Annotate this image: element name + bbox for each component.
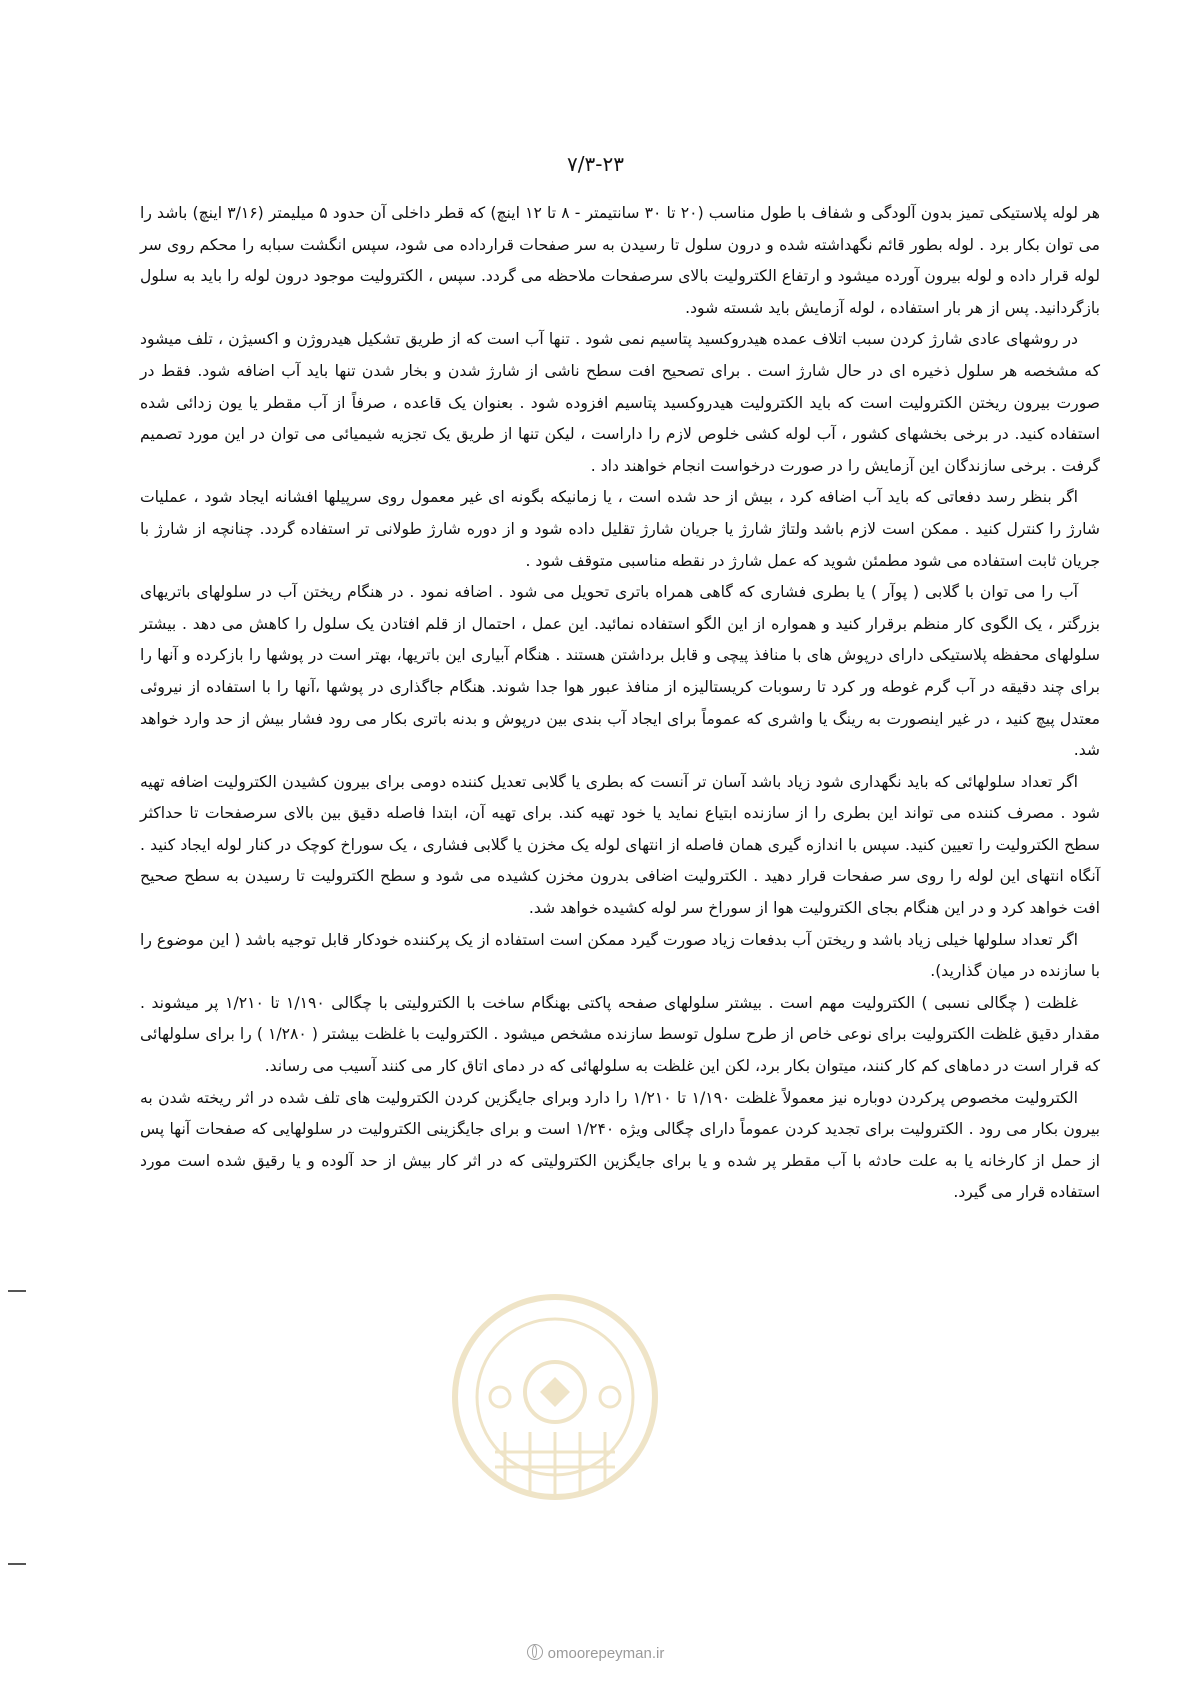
paragraph: غلظت ( چگالی نسبی ) الکترولیت مهم است . بیشتر سلولهای صفحه پاکتی بهنگام ساخت با الکترولیتی با چگالی ۱/۱۹۰ تا ۱/۲۱۰ پر میشوند . مقدار دقیق غلظت الکترولیت برای نوعی خاص از طرح سلول توسط سازنده مشخص میشود . الکترولیت با غلظت بیشتر ( ۱/۲۸۰ ) را برای سلولهائی که قرار است در دماهای کم کار کنند، میتوان بکار برد، لکن این غلظت به سلولهائی که در دمای اتاق کار می کنند آسیب می رساند.: [140, 993, 1100, 1076]
paragraph: الکترولیت مخصوص پرکردن دوباره نیز معمولاً غلظت ۱/۱۹۰ تا ۱/۲۱۰ را دارد وبرای جایگزین کردن الکترولیت های تلف شده در اثر ریخته شدن به بیرون بکار می رود . الکترولیت برای تجدید کردن عموماً دارای چگالی ویژه ۱/۲۴۰ است و برای جایگزینی الکترولیت در سلولهایی که صفحات آنها پس از حمل از کارخانه یا به علت حادثه با آب مقطر پر شده و یا برای جایگزین الکترولیتی که در اثر کار بیش از حد آلوده و یا رقیق شده است مورد استفاده قرار می گیرد.: [140, 1088, 1100, 1202]
paragraph: اگر تعداد سلولهائی که باید نگهداری شود زیاد باشد آسان تر آنست که بطری یا گلابی تعدیل کننده دومی برای بیرون کشیدن الکترولیت اضافه تهیه شود . مصرف کننده می تواند این بطری را از سازنده ابتیاع نماید یا خود تهیه کند. برای تهیه آن، ابتدا فاصله دقیق بین بالای سرصفحات تا حداکثر سطح الکترولیت را تعیین کنید. سپس با اندازه گیری همان فاصله از انتهای لوله یک مخزن یا گلابی فشاری ، یک سوراخ کوچک در کنار لوله ایجاد کنید . آنگاه انتهای این لوله را روی سر صفحات قرار دهید . الکترولیت اضافی بدرون مخزن کشیده می شود و سطح الکترولیت تا رسیدن به سطح صحیح افت خواهد کرد و در این هنگام بجای الکترولیت هوا از سوراخ سر لوله کشیده خواهد شد.: [140, 772, 1100, 918]
document-body: [140, 198, 1100, 1209]
margin-mark-top: [8, 1290, 26, 1292]
margin-mark-bottom: [8, 1563, 26, 1565]
paragraph: در روشهای عادی شارژ کردن سبب اتلاف عمده هیدروکسید پتاسیم نمی شود . تنها آب است که از طریق تشکیل هیدروژن و اکسیژن ، تلف میشود که مشخصه هر سلول ذخیره ای در حال شارژ است . برای تصحیح افت سطح ناشی از شارژ شدن و بخار شدن تنها باید آب اضافه شود. فقط در صورت بیرون ریختن الکترولیت است که باید الکترولیت هیدروکسید پتاسیم افزوده شود . بعنوان یک قاعده ، صرفاً از آب مقطر یا یون زدائی شده استفاده کنید. در برخی بخشهای کشور ، آب لوله کشی خلوص لازم را داراست ، لیکن تنها از طریق یک تجزیه شیمیائی می توان در این مورد تصمیم گرفت . برخی سازندگان این آزمایش را در صورت درخواست انجام خواهند داد .: [140, 330, 1100, 475]
paragraph: اگر تعداد سلولها خیلی زیاد باشد و ریختن آب بدفعات زیاد صورت گیرد ممکن است استفاده از یک پرکننده خودکار قابل توجیه باشد ( این موضوع را با سازنده در میان گذارید).: [140, 930, 1100, 981]
watermark-seal-icon: [440, 1282, 670, 1532]
paragraph: هر لوله پلاستیکی تمیز بدون آلودگی و شفاف با طول مناسب (۲۰ تا ۳۰ سانتیمتر - ۸ تا ۱۲ اینچ) که قطر داخلی آن حدود ۵ میلیمتر (۳/۱۶ اینچ) باشد را می توان بکار برد . لوله بطور قائم نگهداشته شده و درون سلول تا رسیدن به سر صفحات قرارداده می شود، سپس انگشت سبابه را محکم روی سر لوله قرار داده و لوله بیرون آورده میشود و ارتفاع الکترولیت بالای سرصفحات ملاحظه می گردد. سپس ، الکترولیت موجود درون لوله را باید به سلول بازگردانید. پس از هر بار استفاده ، لوله آزمایش باید شسته شود.: [140, 204, 1100, 317]
paragraph: اگر بنظر رسد دفعاتی که باید آب اضافه کرد ، بیش از حد شده است ، یا زمانیکه بگونه ای غیر معمول روی سرپیلها افشانه ایجاد شود ، عملیات شارژ را کنترل کنید . ممکن است لازم باشد ولتاژ شارژ یا جریان شارژ تقلیل داده شود و از دوره شارژ طولانی تر استفاده گردد. چنانچه از شارژ با جریان ثابت استفاده می شود مطمئن شوید که عمل شارژ در نقطه مناسبی متوقف شود .: [140, 488, 1100, 570]
globe-icon: [527, 1644, 543, 1660]
paragraph: آب را می توان با گلابی ( پوآر ) یا بطری فشاری که گاهی همراه باتری تحویل می شود . اضافه نمود . در هنگام ریختن آب در سلولهای باتریهای بزرگتر ، یک الگوی کار منظم برقرار کنید و همواره از این الگو استفاده نمائید. این عمل ، احتمال از قلم افتادن یک سلول را کاهش می دهد . بیشتر سلولهای محفظه پلاستیکی دارای درپوش های با منافذ پیچی و قابل برداشتن هستند . هنگام آبیاری این باتریها، بهتر است در پوشها را بازکرده و آنها را برای چند دقیقه در آب گرم غوطه ور کرد تا رسوبات کریستالیزه از منافذ عبور هوا جدا شوند. هنگام جاگذاری در پوشها ،آنها را با استفاده از نیروئی معتدل پیچ کنید ، در غیر اینصورت به رینگ یا واشری که عموماً برای ایجاد آب بندی بین درپوش و بدنه باتری بکار می رود فشار بیش از حد وارد خواهد شد.: [140, 583, 1100, 760]
footer-url-text: omoorepeyman.ir: [547, 1645, 665, 1662]
footer-website: [0, 1644, 1191, 1662]
page-number: ۷/۳-۲۳: [567, 152, 624, 176]
